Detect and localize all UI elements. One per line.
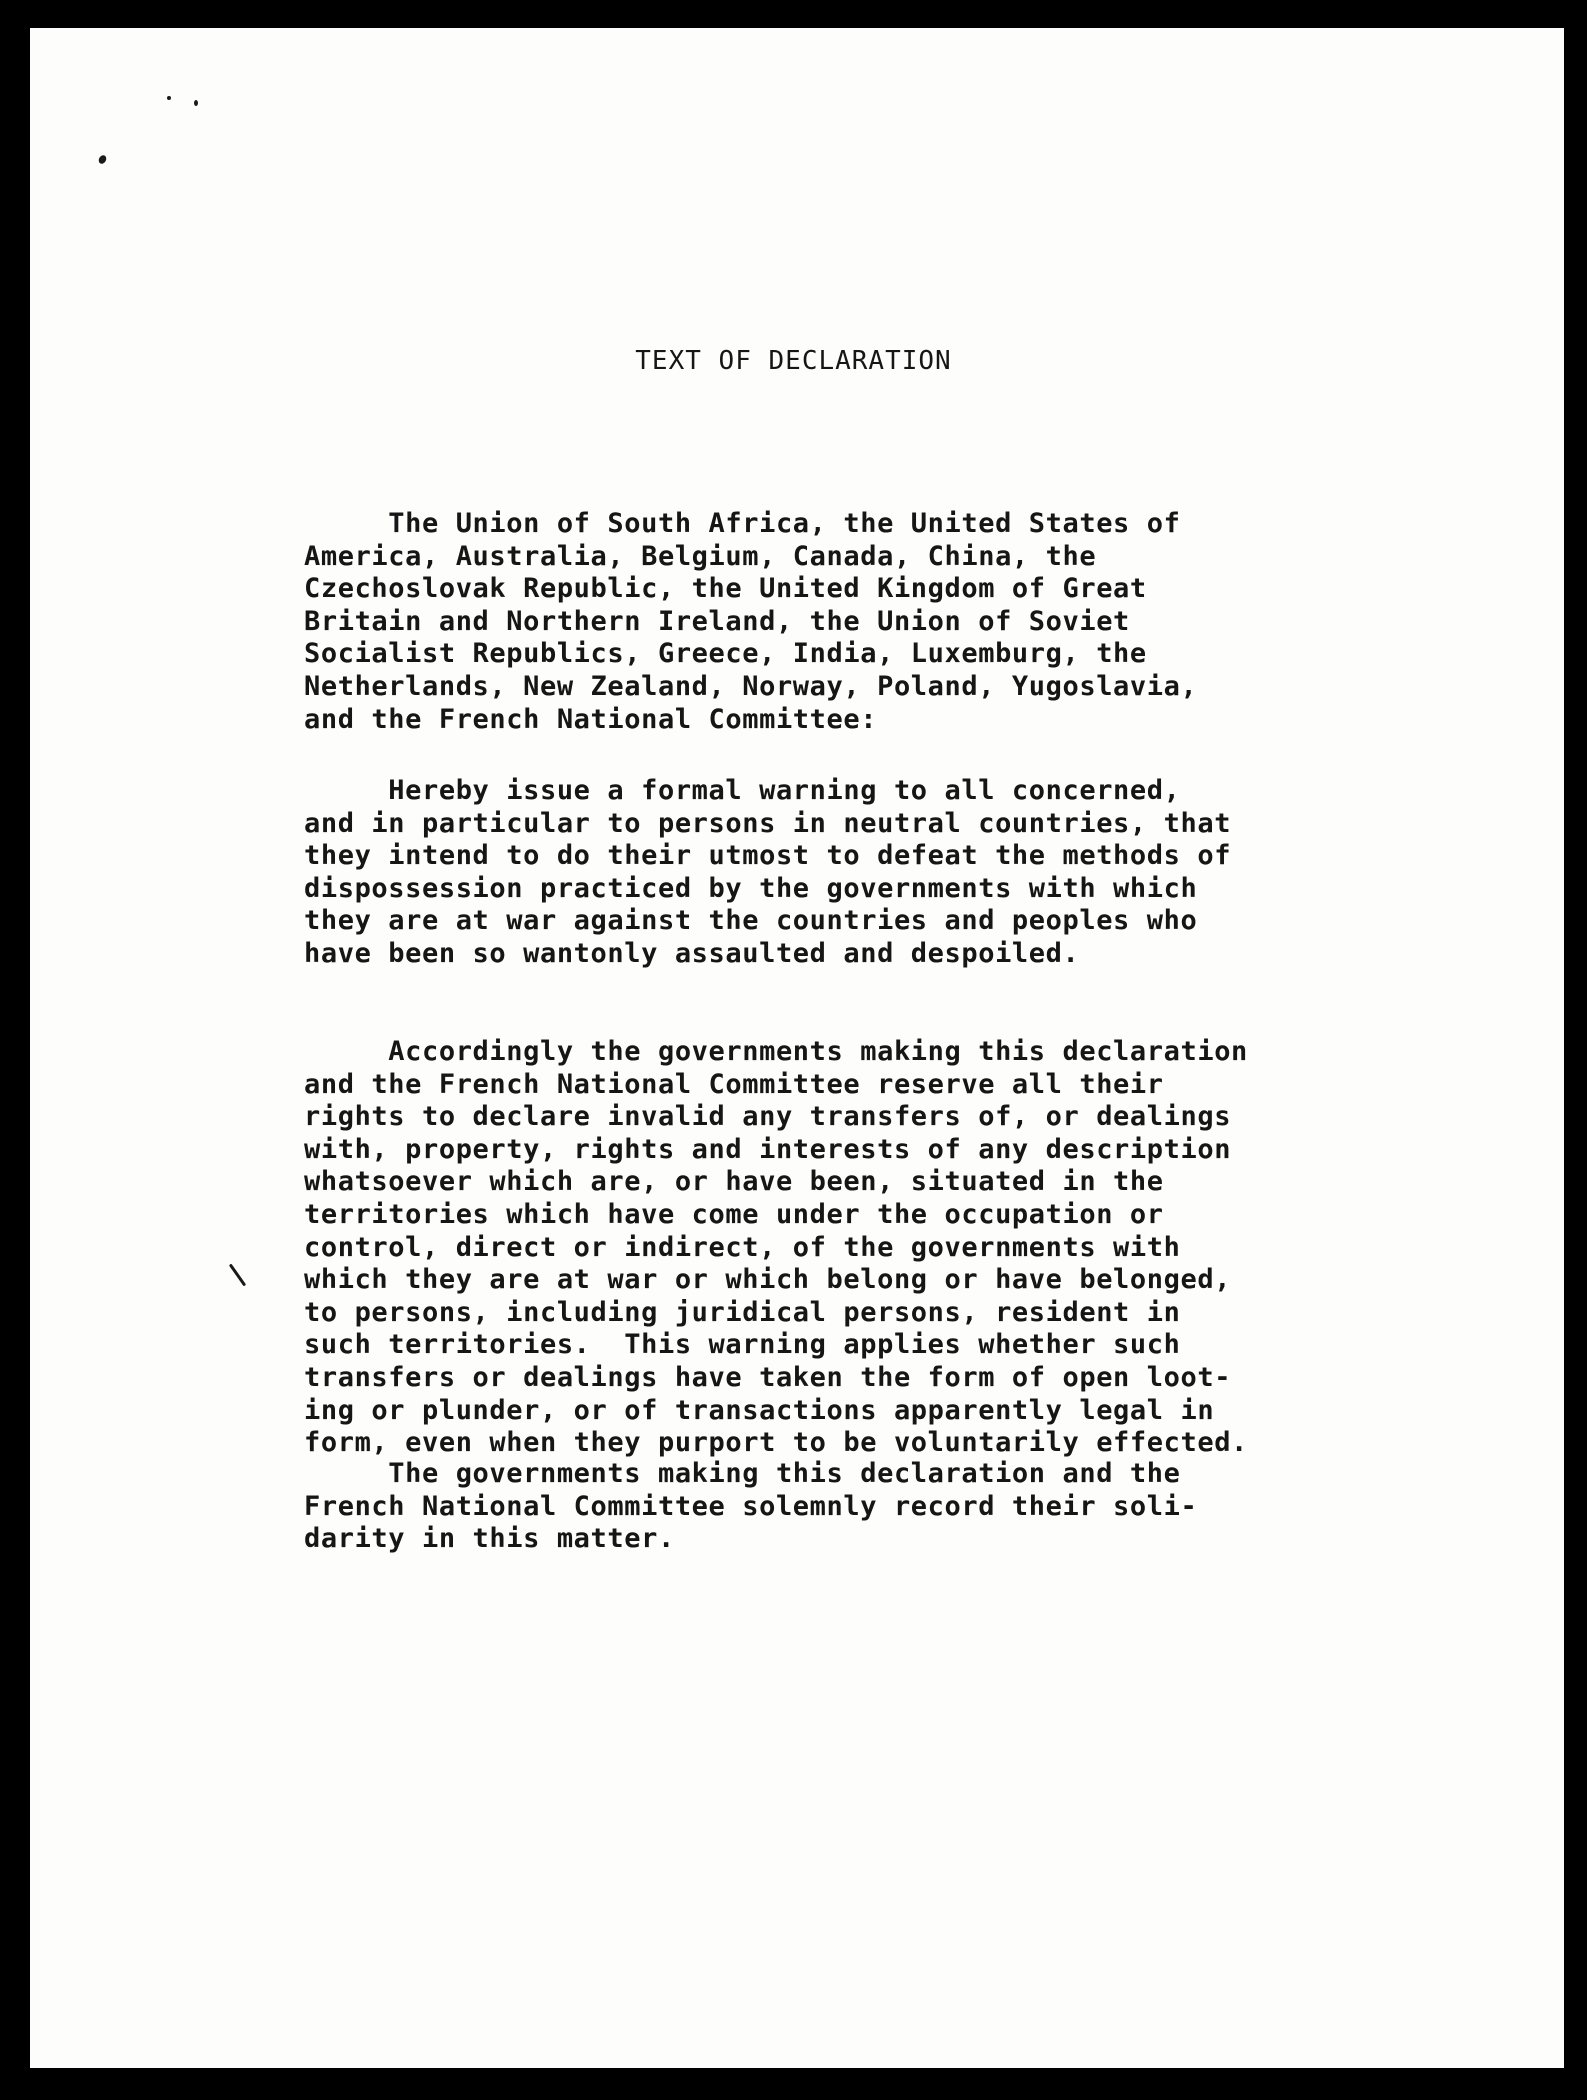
text-line: Accordingly the governments making this declaration <box>304 1036 1248 1067</box>
paragraph-parties <box>304 508 1404 736</box>
text-line: Netherlands, New Zealand, Norway, Poland, Yugoslavia, <box>304 670 1198 702</box>
ink-speck <box>167 96 171 100</box>
text-line: which they are at war or which belong or have belonged, <box>304 1264 1232 1296</box>
text-line: The Union of South Africa, the United States of <box>304 508 1181 539</box>
text-line: rights to declare invalid any transfers of, or dealings <box>304 1101 1232 1133</box>
ink-speck <box>194 100 198 106</box>
text-line: Hereby issue a formal warning to all concerned, <box>304 775 1181 806</box>
text-line: whatsoever which are, or have been, situated in the <box>304 1166 1164 1198</box>
text-line: dispossession practiced by the governments with which <box>304 872 1198 904</box>
text-line: ing or plunder, or of transactions apparently legal in <box>304 1394 1215 1426</box>
paragraph-reservation <box>304 1036 1404 1460</box>
text-line: control, direct or indirect, of the governments with <box>304 1231 1181 1263</box>
text-line: and the French National Committee: <box>304 703 878 735</box>
paragraph-solidarity <box>304 1458 1404 1556</box>
text-line: to persons, including juridical persons, resident in <box>304 1296 1181 1328</box>
text-line: The governments making this declaration and the <box>304 1458 1181 1489</box>
text-line: form, even when they purport to be voluntarily effected. <box>304 1427 1248 1459</box>
text-line: have been so wantonly assaulted and despoiled. <box>304 937 1080 969</box>
text-line: darity in this matter. <box>304 1523 675 1555</box>
text-line: transfers or dealings have taken the form of open loot- <box>304 1361 1232 1393</box>
text-line: America, Australia, Belgium, Canada, China, the <box>304 540 1097 572</box>
text-line: with, property, rights and interests of any description <box>304 1133 1232 1165</box>
text-line: Socialist Republics, Greece, India, Luxemburg, the <box>304 638 1147 670</box>
text-line: French National Committee solemnly record their soli- <box>304 1490 1198 1522</box>
text-line: and the French National Committee reserve all their <box>304 1068 1164 1100</box>
paragraph-warning <box>304 775 1404 971</box>
text-line: and in particular to persons in neutral countries, that <box>304 807 1232 839</box>
text-line: Britain and Northern Ireland, the Union of Soviet <box>304 605 1130 637</box>
text-line: Czechoslovak Republic, the United Kingdom of Great <box>304 573 1147 605</box>
text-line: they are at war against the countries and peoples who <box>304 905 1198 937</box>
text-line: such territories. This warning applies whether such <box>304 1329 1181 1361</box>
text-line: they intend to do their utmost to defeat the methods of <box>304 840 1232 872</box>
document-title: TEXT OF DECLARATION <box>635 346 952 376</box>
text-line: territories which have come under the occupation or <box>304 1198 1164 1230</box>
